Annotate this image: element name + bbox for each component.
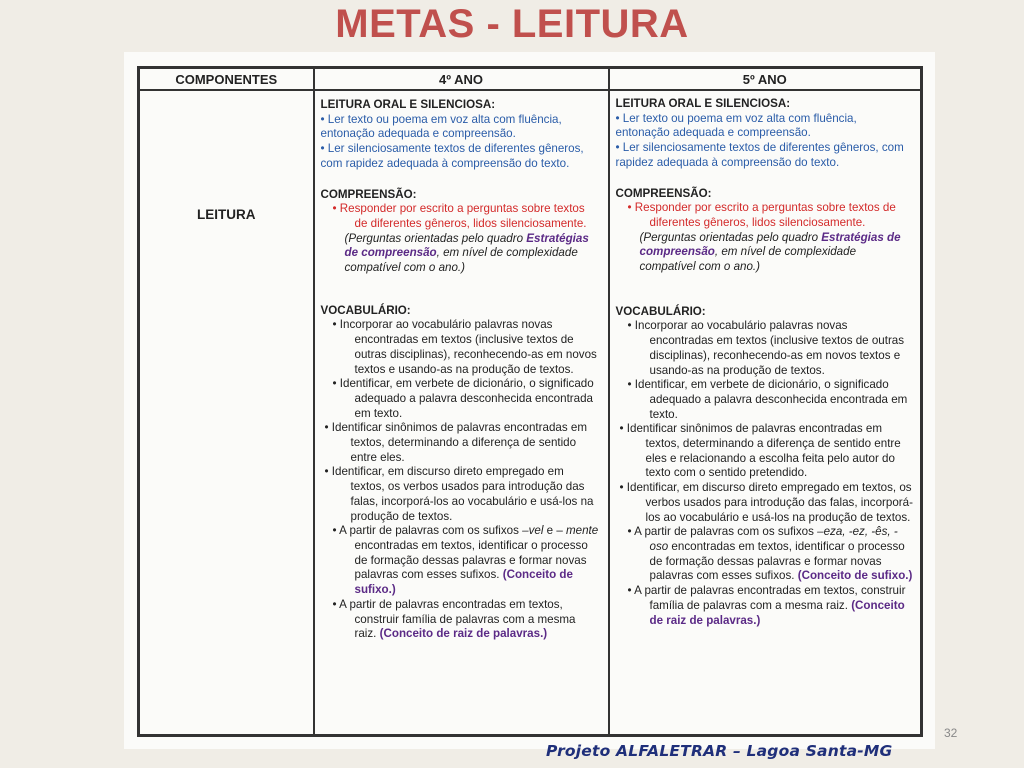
- section-title-leitura-oral: LEITURA ORAL E SILENCIOSA:: [615, 97, 791, 110]
- list-item: • Identificar, em discurso direto empregado em textos, os verbos usados para introdução das falas, incorporá-los ao vocabulário e usá-los na produção de textos.: [324, 465, 594, 523]
- list-item: • Incorporar ao vocabulário palavras novas encontradas em textos (inclusive textos de outras disciplinas), reconhecendo-as em novos textos e usando-as na produção de textos.: [627, 319, 905, 377]
- list-item: • Identificar, em discurso direto empregado em textos, os verbos usados para introdução das falas, incorporá-los ao vocabulário e usá-los na produção de textos.: [619, 481, 913, 524]
- list-item-raiz: [616, 584, 915, 628]
- metas-table: [137, 66, 923, 737]
- note-text: (Perguntas orientadas pelo quadro: [344, 231, 524, 245]
- section-title-compreensao: COMPREENSÃO:: [615, 186, 712, 200]
- header-4-ano: 4º ANO: [314, 68, 609, 91]
- note-text: (Perguntas orientadas pelo quadro: [639, 230, 819, 244]
- cell-4-ano: [314, 90, 609, 736]
- list-item: • Identificar, em verbete de dicionário, o significado adequado a palavra desconhecida encontrada em texto.: [627, 378, 908, 421]
- item-text: • A partir de palavras com os sufixos: [332, 524, 523, 538]
- row-label-leitura: LEITURA: [197, 207, 256, 222]
- list-item: • Ler texto ou poema em voz alta com fluência, entonação adequada e compreensão.: [615, 111, 857, 140]
- list-item: • Responder por escrito a perguntas sobre textos de diferentes gêneros, lidos silenciosamente.: [627, 201, 896, 229]
- list-item: • Incorporar ao vocabulário palavras novas encontradas em textos (inclusive textos de outras disciplinas), reconhecendo-as em novos textos e usando-as na produção de textos.: [332, 318, 597, 376]
- section-title-vocabulario: VOCABULÁRIO:: [320, 303, 411, 317]
- concept-sufixo: (Conceito de sufixo.): [354, 568, 573, 597]
- list-item: • Ler silenciosamente textos de diferentes gêneros, com rapidez adequada à compreensão do texto.: [320, 142, 584, 170]
- list-item: • Identificar, em verbete de dicionário, o significado adequado a palavra desconhecida encontrada em texto.: [332, 377, 594, 420]
- footer-project: Projeto ALFALETRAR – Lagoa Santa-MG: [546, 742, 893, 760]
- concept-sufixo: (Conceito de sufixo.): [797, 569, 913, 583]
- note-text: , em nível de complexidade compatível com o ano.): [344, 246, 578, 275]
- note-strategies: Estratégias de compreensão: [639, 230, 901, 259]
- item-text: • A partir de palavras com os sufixos: [627, 525, 818, 539]
- list-item-raiz: [321, 598, 600, 642]
- cell-5-ano: [609, 90, 922, 736]
- list-item-sufixo: [616, 525, 915, 584]
- header-componentes: COMPONENTES: [139, 68, 314, 91]
- list-item-sufixo: [321, 524, 600, 598]
- scanned-table-page: [124, 52, 935, 749]
- note-text: , em nível de complexidade compatível com o ano.): [639, 245, 857, 274]
- table-header-row: [139, 68, 922, 91]
- header-5-ano: 5º ANO: [609, 68, 922, 91]
- table-row-leitura: [139, 90, 922, 736]
- section-title-vocabulario: VOCABULÁRIO:: [615, 304, 706, 318]
- item-text: • A partir de palavras encontradas em textos, construir família de palavras com a mesma raiz.: [332, 597, 576, 641]
- section-title-leitura-oral: LEITURA ORAL E SILENCIOSA:: [320, 98, 496, 111]
- componente-cell: [139, 90, 314, 736]
- list-item: • Responder por escrito a perguntas sobre textos de diferentes gêneros, lidos silenciosamente.: [332, 202, 587, 230]
- compreensao-note: [616, 231, 915, 275]
- list-item: • Ler silenciosamente textos de diferentes gêneros, com rapidez adequada à compreensão do texto.: [615, 141, 904, 169]
- suffix-mente: mente: [566, 524, 599, 538]
- item-text: encontradas em textos, identificar o processo de formação dessas palavras e formar novas palavras com esses sufixos.: [649, 539, 905, 583]
- suffix-vel: –vel: [522, 524, 544, 538]
- item-text: • A partir de palavras encontradas em textos, construir família de palavras com a mesma raiz.: [627, 584, 906, 612]
- list-item: • Identificar sinônimos de palavras encontradas em textos, determinando a diferença de sentido entre eles.: [324, 421, 587, 464]
- item-text: e –: [543, 524, 566, 538]
- slide-title: METAS - LEITURA: [335, 2, 689, 46]
- suffixes: –eza, -ez, -ês, -oso: [649, 525, 898, 553]
- slide-number: 32: [944, 726, 958, 740]
- section-title-compreensao: COMPREENSÃO:: [320, 187, 417, 201]
- concept-raiz: (Conceito de raiz de palavras.): [649, 598, 905, 627]
- compreensao-note: [321, 232, 600, 276]
- list-item: • Ler texto ou poema em voz alta com fluência, entonação adequada e compreensão.: [320, 112, 562, 141]
- note-strategies: Estratégias de compreensão: [344, 231, 589, 260]
- concept-raiz: (Conceito de raiz de palavras.): [379, 627, 548, 641]
- list-item: • Identificar sinônimos de palavras encontradas em textos, determinando a diferença de sentido entre eles e relacionando a escolha feita pelo autor do texto com o sentido pretendido.: [619, 422, 901, 480]
- item-text: encontradas em textos, identificar o processo de formação dessas palavras e formar novas palavras com esses sufixos.: [354, 538, 588, 582]
